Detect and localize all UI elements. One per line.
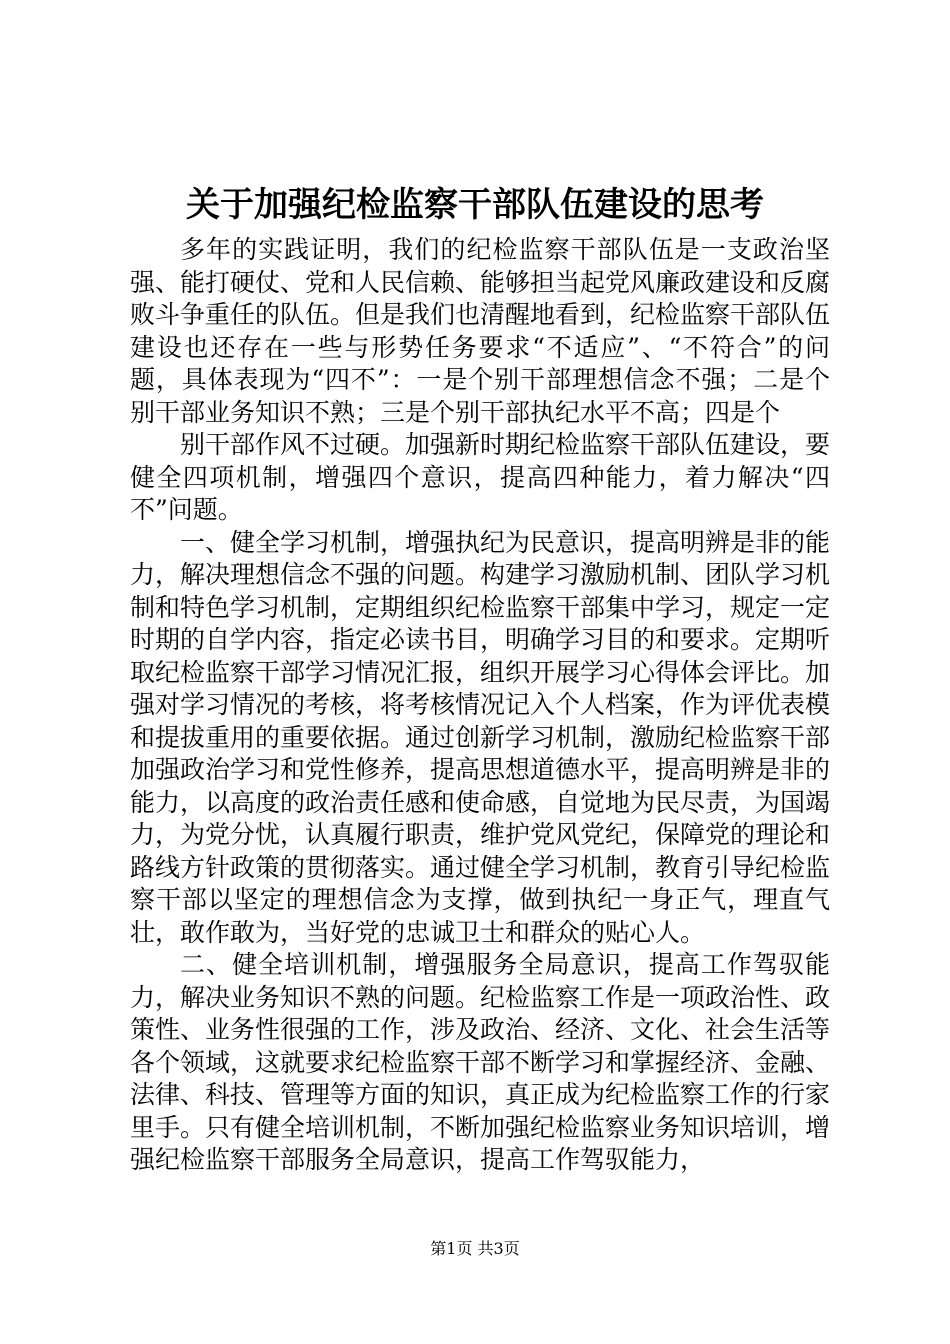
- paragraph-summary: 别干部作风不过硬。加强新时期纪检监察干部队伍建设，要健全四项机制，增强四个意识，提高四种能力，着力解决“四不”问题。: [130, 430, 831, 524]
- document-title: 关于加强纪检监察干部队伍建设的思考: [186, 185, 764, 225]
- document-body: [130, 234, 830, 1177]
- paragraph-intro: 多年的实践证明，我们的纪检监察干部队伍是一支政治坚强、能打硬仗、党和人民信赖、能够担当起党风廉政建设和反腐败斗争重任的队伍。但是我们也清醒地看到，纪检监察干部队伍建设也还存在一些与形势任务要求“不适应”、“不符合”的问题，具体表现为“四不”：一是个别干部理想信念不强；二是个别干部业务知识不熟；三是个别干部执纪水平不高；四是个: [130, 235, 831, 427]
- page-total: 共3页: [477, 1239, 520, 1258]
- page-number: 第1页: [430, 1239, 473, 1258]
- paragraph-section-2: 二、健全培训机制，增强服务全局意识，提高工作驾驭能力，解决业务知识不熟的问题。纪检监察工作是一项政治性、政策性、业务性很强的工作，涉及政治、经济、文化、社会生活等各个领域，这就要求纪检监察干部不断学习和掌握经济、金融、法律、科技、管理等方面的知识，真正成为纪检监察工作的行家里手。只有健全培训机制，不断加强纪检监察业务知识培训，增强纪检监察干部服务全局意识，提高工作驾驭能力，: [130, 950, 831, 1174]
- page-footer: [0, 1238, 950, 1260]
- paragraph-section-1: 一、健全学习机制，增强执纪为民意识，提高明辨是非的能力，解决理想信念不强的问题。构建学习激励机制、团队学习机制和特色学习机制，定期组织纪检监察干部集中学习，规定一定时期的自学内容，指定必读书目，明确学习目的和要求。定期听取纪检监察干部学习情况汇报，组织开展学习心得体会评比。加强对学习情况的考核，将考核情况记入个人档案，作为评优表模和提拔重用的重要依据。通过创新学习机制，激励纪检监察干部加强政治学习和党性修养，提高思想道德水平，提高明辨是非的能力，以高度的政治责任感和使命感，自觉地为民尽责，为国竭力，为党分忧，认真履行职责，维护党风党纪，保障党的理论和路线方针政策的贯彻落实。通过健全学习机制，教育引导纪检监察干部以坚定的理想信念为支撑，做到执纪一身正气，理直气壮，敢作敢为，当好党的忠诚卫士和群众的贴心人。: [130, 527, 831, 947]
